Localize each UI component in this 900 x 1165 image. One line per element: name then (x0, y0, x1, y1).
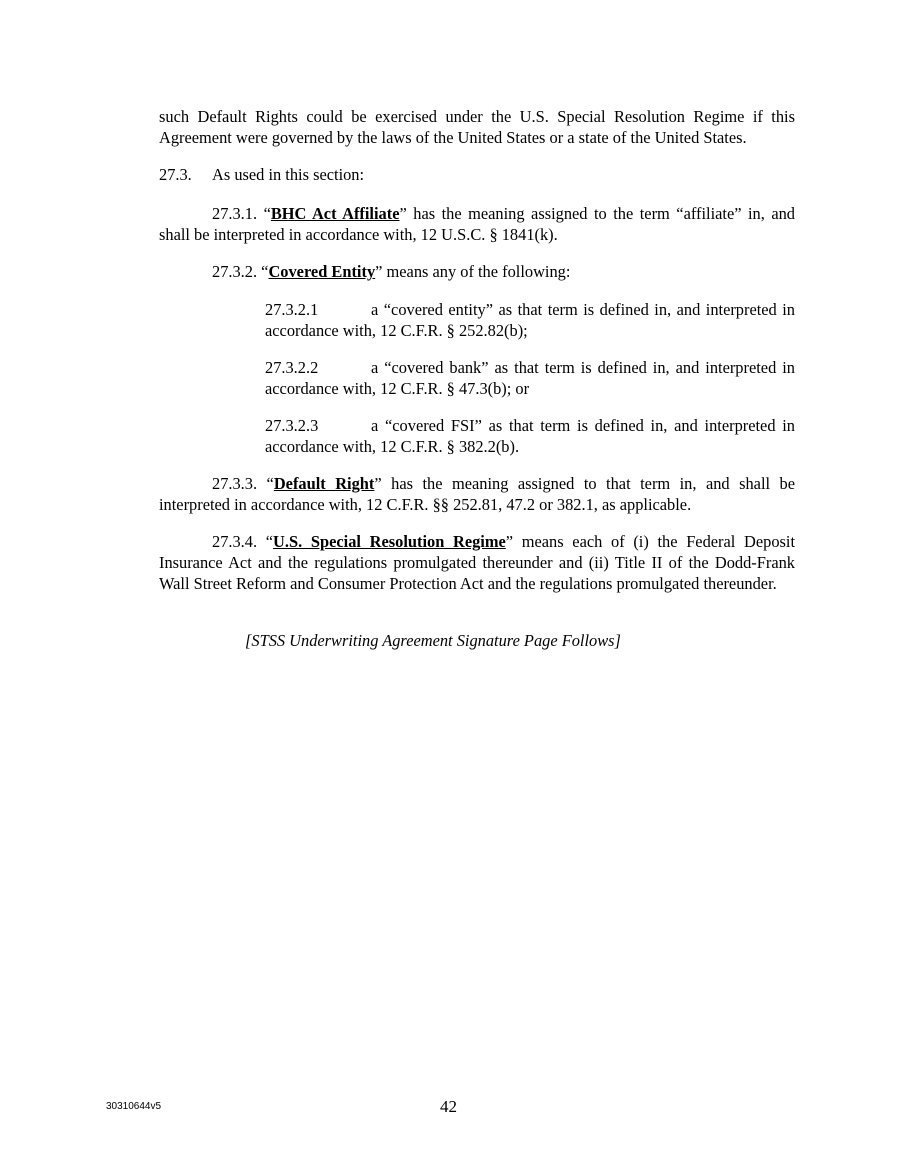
section-text: means any of the following: (382, 262, 571, 281)
section-number: 27.3.2. (212, 262, 258, 281)
page-number: 42 (440, 1097, 457, 1116)
item-number: 27.3.2.3 (265, 416, 319, 435)
item-text: a “covered FSI” as that term is defined in, and interpreted in accordance with, 12 C.F.R. § 382.2(b). (265, 416, 795, 456)
item-text: a “covered bank” as that term is defined in, and interpreted in accordance with, 12 C.F.R. § 47.3(b); or (265, 358, 795, 398)
item-number: 27.3.2.1 (265, 300, 319, 319)
defined-term: Default Right (273, 474, 375, 493)
section-number: 27.3.1. (212, 204, 258, 223)
defined-term: U.S. Special Resolution Regime (273, 532, 506, 551)
section-27-3-3: 27.3.3. “Default Right” has the meaning assigned to that term in, and shall be interpreted in accordance with, 12 C.F.R. §§ 252.81, 47.2 or 382.1, as applicable. (159, 474, 796, 514)
section-number: 27.3. (159, 165, 192, 184)
section-27-3-2-2 (265, 357, 795, 399)
defined-term: BHC Act Affiliate (270, 204, 400, 223)
section-number: 27.3.3. (212, 474, 258, 493)
section-27-3-2-1 (265, 299, 795, 341)
item-text: a “covered entity” as that term is defined in, and interpreted in accordance with, 12 C.F.R. § 252.82(b); (265, 300, 795, 340)
section-text: has the meaning assigned to that term in, and shall be interpreted in accordance with, 12 C.F.R. §§ 252.81, 47.2 or 382.1, as applicable. (159, 474, 796, 514)
section-27-3-2: 27.3.2. “Covered Entity” means any of the following: (212, 262, 571, 281)
section-27-3-1: 27.3.1. “BHC Act Affiliate” has the meaning assigned to the term “affiliate” in, and shall be interpreted in accordance with, 12 U.S.C. § 1841(k). (159, 204, 795, 244)
section-27-3 (159, 164, 795, 185)
defined-term: Covered Entity (268, 262, 376, 281)
item-number: 27.3.2.2 (265, 358, 319, 377)
intro-paragraph: such Default Rights could be exercised under the U.S. Special Resolution Regime if this Agreement were governed by the laws of the United States or a state of the United States. (159, 107, 795, 147)
section-text: means each of (i) the Federal Deposit Insurance Act and the regulations promulgated thereunder and (ii) Title II of the Dodd-Frank Wall Street Reform and Consumer Protection Act and the regulations promulgated thereunder. (159, 532, 796, 593)
signature-page-note: [STSS Underwriting Agreement Signature Page Follows] (245, 631, 621, 650)
section-text: has the meaning assigned to the term “affiliate” in, and shall be interpreted in accordance with, 12 U.S.C. § 1841(k). (159, 204, 795, 244)
section-27-3-2-3 (265, 415, 795, 457)
section-27-3-4: 27.3.4. “U.S. Special Resolution Regime” means each of (i) the Federal Deposit Insurance Act and the regulations promulgated thereunder and (ii) Title II of the Dodd-Frank Wall Street Reform and Consumer Protection Act and the regulations promulgated thereunder. (159, 532, 796, 593)
section-text: As used in this section: (212, 165, 365, 184)
document-id: 30310644v5 (106, 1101, 162, 1112)
section-number: 27.3.4. (212, 532, 258, 551)
